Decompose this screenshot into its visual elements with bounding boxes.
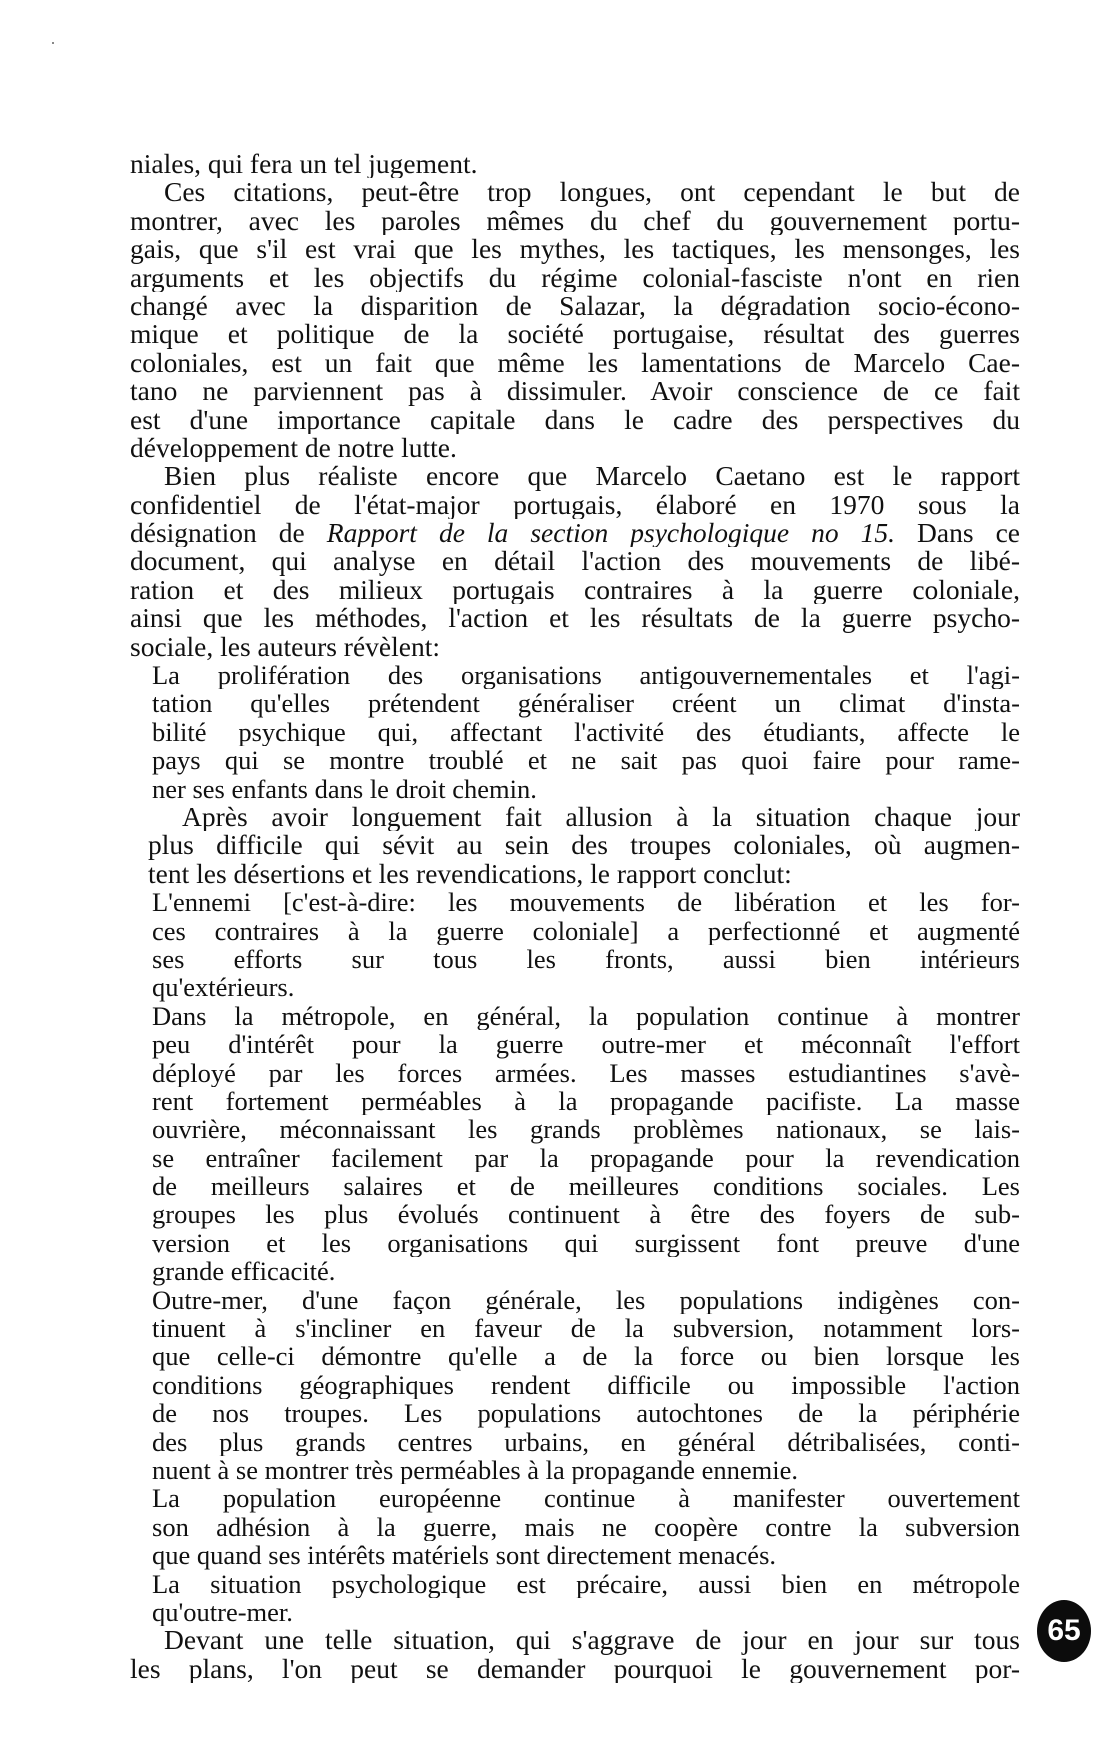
quote-line: ses efforts sur tous les fronts, aussi bien intérieurs [152, 944, 1020, 974]
text-line: les plans, l'on peut se demander pourquoi le gouvernement por- [130, 1654, 1020, 1684]
text-line: Devant une telle situation, qui s'aggrave de jour en jour sur tous [164, 1626, 1020, 1655]
text-line: gais, que s'il est vrai que les mythes, les tactiques, les mensonges, les [130, 235, 1020, 264]
quote-line: bilité psychique qui, affectant l'activité des étudiants, affecte le [152, 717, 1020, 747]
text-line: ainsi que les méthodes, l'action et les résultats de la guerre psycho- [130, 604, 1020, 633]
quote-line: que quand ses intérêts matériels sont directement menacés. [152, 1541, 777, 1570]
text-line: coloniales, est un fait que même les lamentations de Marcelo Cae- [130, 348, 1020, 378]
quote-line: rent fortement perméables à la propagande pacifiste. La masse [152, 1086, 1020, 1116]
text-line: plus difficile qui sévit au sein des troupes coloniales, où augmen- [148, 831, 1020, 860]
text-line: mique et politique de la société portugaise, résultat des guerres [130, 320, 1020, 349]
quote-line: La situation psychologique est précaire, aussi bien en métropole [152, 1569, 1020, 1598]
quote-line: version et les organisations qui surgissent font preuve d'une [152, 1228, 1020, 1258]
text-line-with-title [130, 519, 1020, 547]
quote-line: qu'outre-mer. [152, 1597, 293, 1627]
quote-line: des plus grands centres urbains, en général détribalisées, conti- [152, 1427, 1020, 1456]
quote-line: ner ses enfants dans le droit chemin. [152, 774, 537, 803]
text-line: document, qui analyse en détail l'action des mouvements de libé- [130, 547, 1020, 576]
quote-line: pays qui se montre troublé et ne sait pas quoi faire pour rame- [152, 746, 1020, 775]
quote-line: nuent à se montrer très perméables à la propagande ennemie. [152, 1455, 799, 1485]
text-line: ration et des milieux portugais contraires à la guerre coloniale, [130, 575, 1020, 605]
block-quote [130, 888, 1020, 1002]
text-span: désignation de [130, 519, 327, 548]
text-line: niales, qui fera un tel jugement. [130, 150, 478, 179]
paragraph-final [130, 1626, 1020, 1683]
quote-line: qu'extérieurs. [152, 973, 295, 1002]
scan-speck [52, 42, 54, 44]
report-title: Rapport de la section psychologique no 15. [326, 519, 896, 548]
text-line: Après avoir longuement fait allusion à la situation chaque jour [182, 802, 1020, 832]
quote-line: La prolifération des organisations antigouvernementales et l'agi- [152, 661, 1020, 690]
text-line: Bien plus réaliste encore que Marcelo Caetano est le rapport [164, 462, 1020, 491]
quote-line: déployé par les forces armées. Les masses estudiantines s'avè- [152, 1058, 1020, 1087]
paragraph-rapport [130, 462, 1020, 661]
quote-line: son adhésion à la guerre, mais ne coopère contre la subversion [152, 1512, 1020, 1542]
quote-line: grande efficacité. [152, 1257, 336, 1286]
text-line: arguments et les objectifs du régime colonial-fasciste n'ont en rien [130, 263, 1020, 292]
quote-line: groupes les plus évolués continuent à être des foyers de sub- [152, 1200, 1020, 1229]
quote-line: L'ennemi [c'est-à-dire: les mouvements de libération et les for- [152, 888, 1020, 917]
text-line: tent les désertions et les revendications, le rapport conclut: [148, 859, 792, 889]
block-quote [130, 1286, 1020, 1627]
text-line: est d'une importance capitale dans le cadre des perspectives du [130, 405, 1020, 434]
quote-line: de meilleurs salaires et de meilleures conditions sociales. Les [152, 1172, 1020, 1201]
quote-line: tation qu'elles prétendent généraliser créent un climat d'insta- [152, 689, 1020, 718]
paragraph-continuation [130, 150, 1020, 178]
block-quote [130, 661, 1020, 803]
text-line: tano ne parviennent pas à dissimuler. Avoir conscience de ce fait [130, 377, 1020, 406]
page-body [130, 150, 1020, 1683]
quote-line: ces contraires à la guerre coloniale] a perfectionné et augmenté [152, 916, 1020, 945]
text-line: montrer, avec les paroles mêmes du chef du gouvernement portu- [130, 206, 1020, 236]
page-number-badge: 65 [1037, 1600, 1091, 1662]
quote-line: La population européenne continue à manifester ouvertement [152, 1484, 1020, 1513]
block-quote [130, 1002, 1020, 1286]
quote-line: peu d'intérêt pour la guerre outre-mer et méconnaît l'effort [152, 1030, 1020, 1059]
text-line: changé avec la disparition de Salazar, la dégradation socio-écono- [130, 291, 1020, 321]
quote-line: tinuent à s'incliner en faveur de la subversion, notamment lors- [152, 1314, 1020, 1343]
quote-line: que celle-ci démontre qu'elle a de la force ou bien lorsque les [152, 1342, 1020, 1371]
quote-line: de nos troupes. Les populations autochtones de la périphérie [152, 1399, 1020, 1428]
text-span: Dans ce [895, 519, 1020, 548]
text-line: confidentiel de l'état-major portugais, élaboré en 1970 sous la [130, 490, 1020, 520]
quote-line: Outre-mer, d'une façon générale, les populations indigènes con- [152, 1285, 1020, 1315]
text-line: sociale, les auteurs révèlent: [130, 632, 441, 662]
quote-line: ouvrière, méconnaissant les grands problèmes nationaux, se lais- [152, 1115, 1020, 1144]
text-line: développement de notre lutte. [130, 433, 457, 463]
quote-line: se entraîner facilement par la propagande pour la revendication [152, 1143, 1020, 1173]
paragraph-conclusion [130, 803, 1020, 888]
text-line: Ces citations, peut-être trop longues, ont cependant le but de [164, 178, 1020, 207]
quote-line: Dans la métropole, en général, la population continue à montrer [152, 1001, 1020, 1031]
paragraph-citations [130, 178, 1020, 462]
quote-line: conditions géographiques rendent difficile ou impossible l'action [152, 1370, 1020, 1400]
